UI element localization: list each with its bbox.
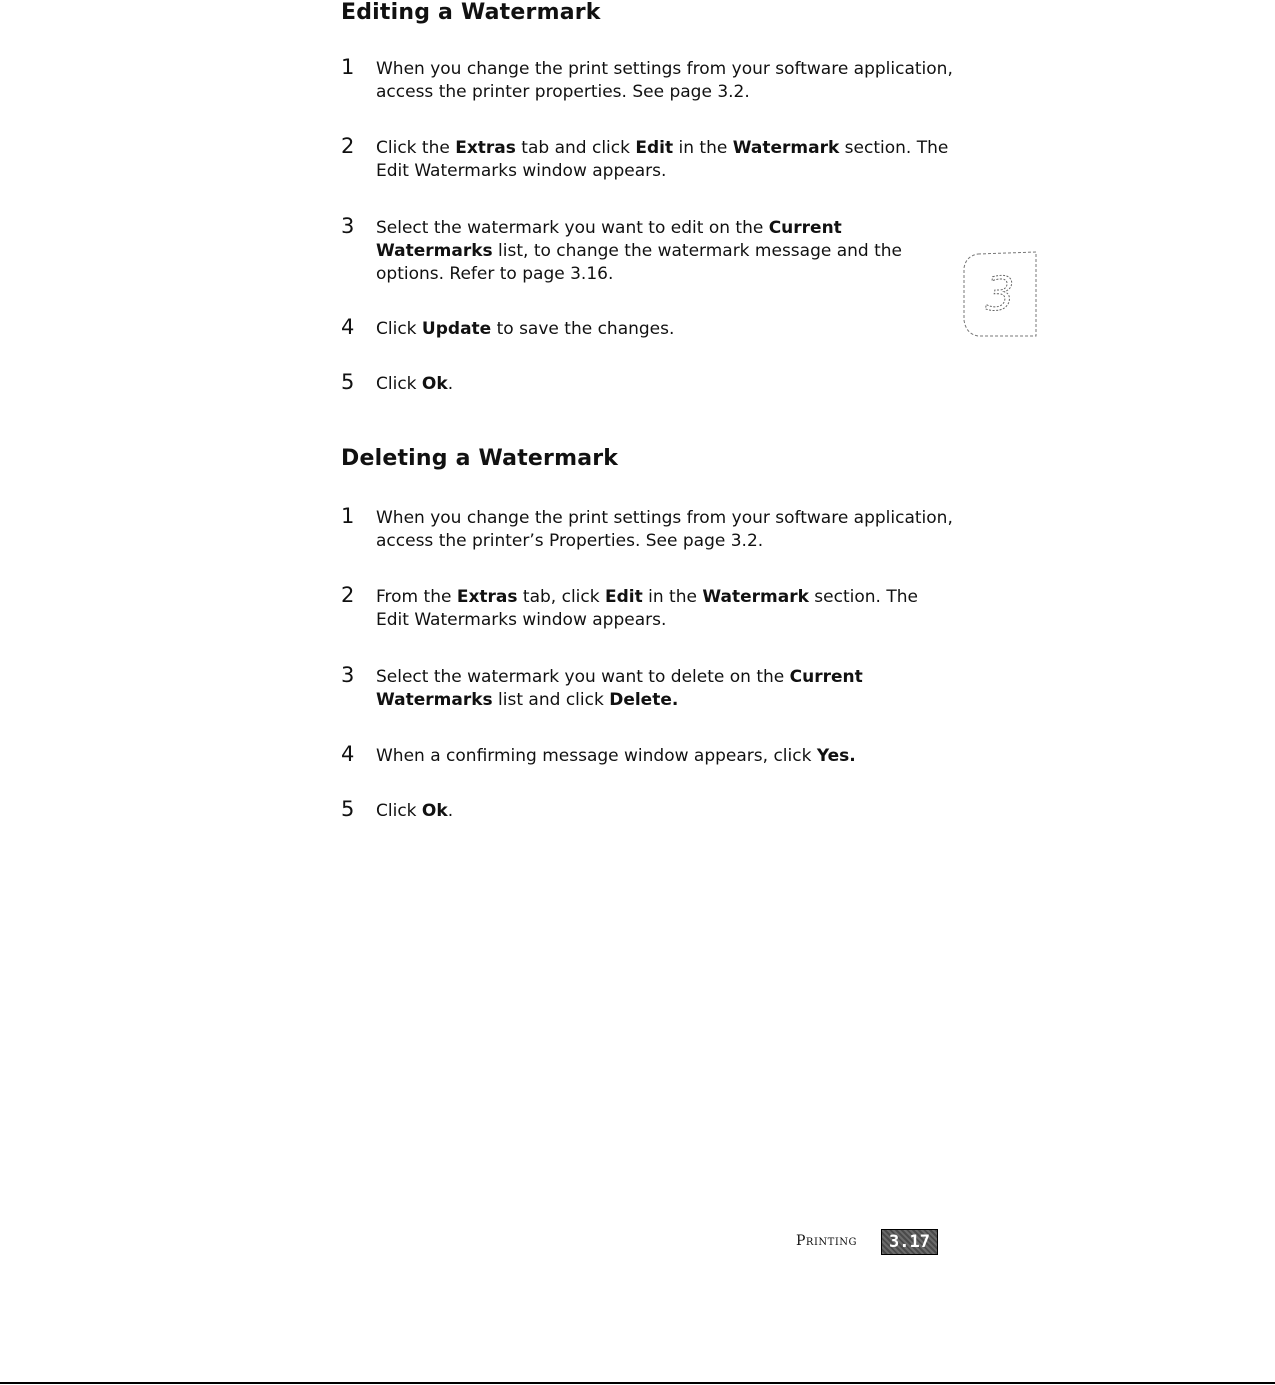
step-run: Select the watermark you want to delete on the bbox=[376, 667, 790, 687]
chapter-number-icon bbox=[956, 246, 1038, 338]
step-run: From the bbox=[376, 587, 457, 607]
page-number-badge: 3.17 bbox=[881, 1229, 938, 1255]
step-text bbox=[376, 58, 956, 104]
step-text bbox=[376, 586, 956, 632]
step-number: 5 bbox=[341, 797, 355, 821]
bottom-rule bbox=[0, 1382, 1275, 1384]
step-text bbox=[376, 217, 921, 286]
step-emphasis: Extras bbox=[456, 587, 518, 607]
step-run: in the bbox=[642, 587, 703, 607]
step-run: When a confirming message window appears, click bbox=[376, 746, 817, 766]
step-emphasis: Watermark bbox=[732, 138, 840, 158]
step-run: Click bbox=[376, 374, 422, 394]
section-heading-deleting: Deleting a Watermark bbox=[341, 446, 619, 471]
chapter-number: 3 bbox=[985, 267, 1015, 321]
step-emphasis: Yes. bbox=[816, 746, 856, 766]
step-emphasis: Watermark bbox=[702, 587, 809, 607]
step-run: list, to change the watermark message and the options. Refer to page 3.16. bbox=[376, 241, 903, 284]
step-run: Click bbox=[376, 319, 422, 339]
step-run: . bbox=[447, 801, 454, 821]
footer-chapter-label: Printing bbox=[796, 1233, 858, 1249]
step-run: tab, click bbox=[517, 587, 605, 607]
step-emphasis: Extras bbox=[455, 138, 516, 158]
step-run: . bbox=[447, 374, 454, 394]
step-number: 1 bbox=[341, 504, 355, 528]
step-number: 1 bbox=[341, 55, 355, 79]
step-number: 4 bbox=[341, 742, 355, 766]
step-run: list and click bbox=[492, 690, 610, 710]
step-text bbox=[376, 800, 956, 823]
step-text bbox=[376, 666, 956, 712]
step-run: Click the bbox=[376, 138, 456, 158]
step-emphasis: Delete. bbox=[609, 690, 679, 710]
step-emphasis: Ok bbox=[421, 801, 448, 821]
step-number: 3 bbox=[341, 663, 355, 687]
step-run: in the bbox=[673, 138, 733, 158]
step-emphasis: Current Watermarks bbox=[376, 218, 842, 261]
step-run: When you change the print settings from your software application, access the printer properties. See page 3.2. bbox=[376, 59, 953, 102]
step-text bbox=[376, 373, 956, 396]
step-run: Click bbox=[376, 801, 422, 821]
step-text bbox=[376, 745, 956, 768]
step-text bbox=[376, 318, 956, 341]
step-number: 3 bbox=[341, 214, 355, 238]
step-emphasis: Ok bbox=[421, 374, 448, 394]
step-emphasis: Update bbox=[421, 319, 492, 339]
step-number: 2 bbox=[341, 583, 355, 607]
step-run: tab and click bbox=[515, 138, 636, 158]
step-emphasis: Current Watermarks bbox=[376, 667, 863, 710]
step-emphasis: Edit bbox=[635, 138, 674, 158]
step-run: Select the watermark you want to edit on the bbox=[376, 218, 769, 238]
step-number: 2 bbox=[341, 134, 355, 158]
step-emphasis: Edit bbox=[605, 587, 643, 607]
step-run: to save the changes. bbox=[491, 319, 675, 339]
step-number: 4 bbox=[341, 315, 355, 339]
step-text bbox=[376, 137, 956, 183]
section-heading-editing: Editing a Watermark bbox=[341, 0, 601, 25]
step-run: section. The Edit Watermarks window appears. bbox=[376, 587, 918, 630]
step-run: section. The Edit Watermarks window appears. bbox=[376, 138, 949, 181]
step-run: When you change the print settings from your software application, access the printer’s Properties. See page 3.2. bbox=[376, 508, 953, 551]
step-number: 5 bbox=[341, 370, 355, 394]
step-text bbox=[376, 507, 956, 553]
